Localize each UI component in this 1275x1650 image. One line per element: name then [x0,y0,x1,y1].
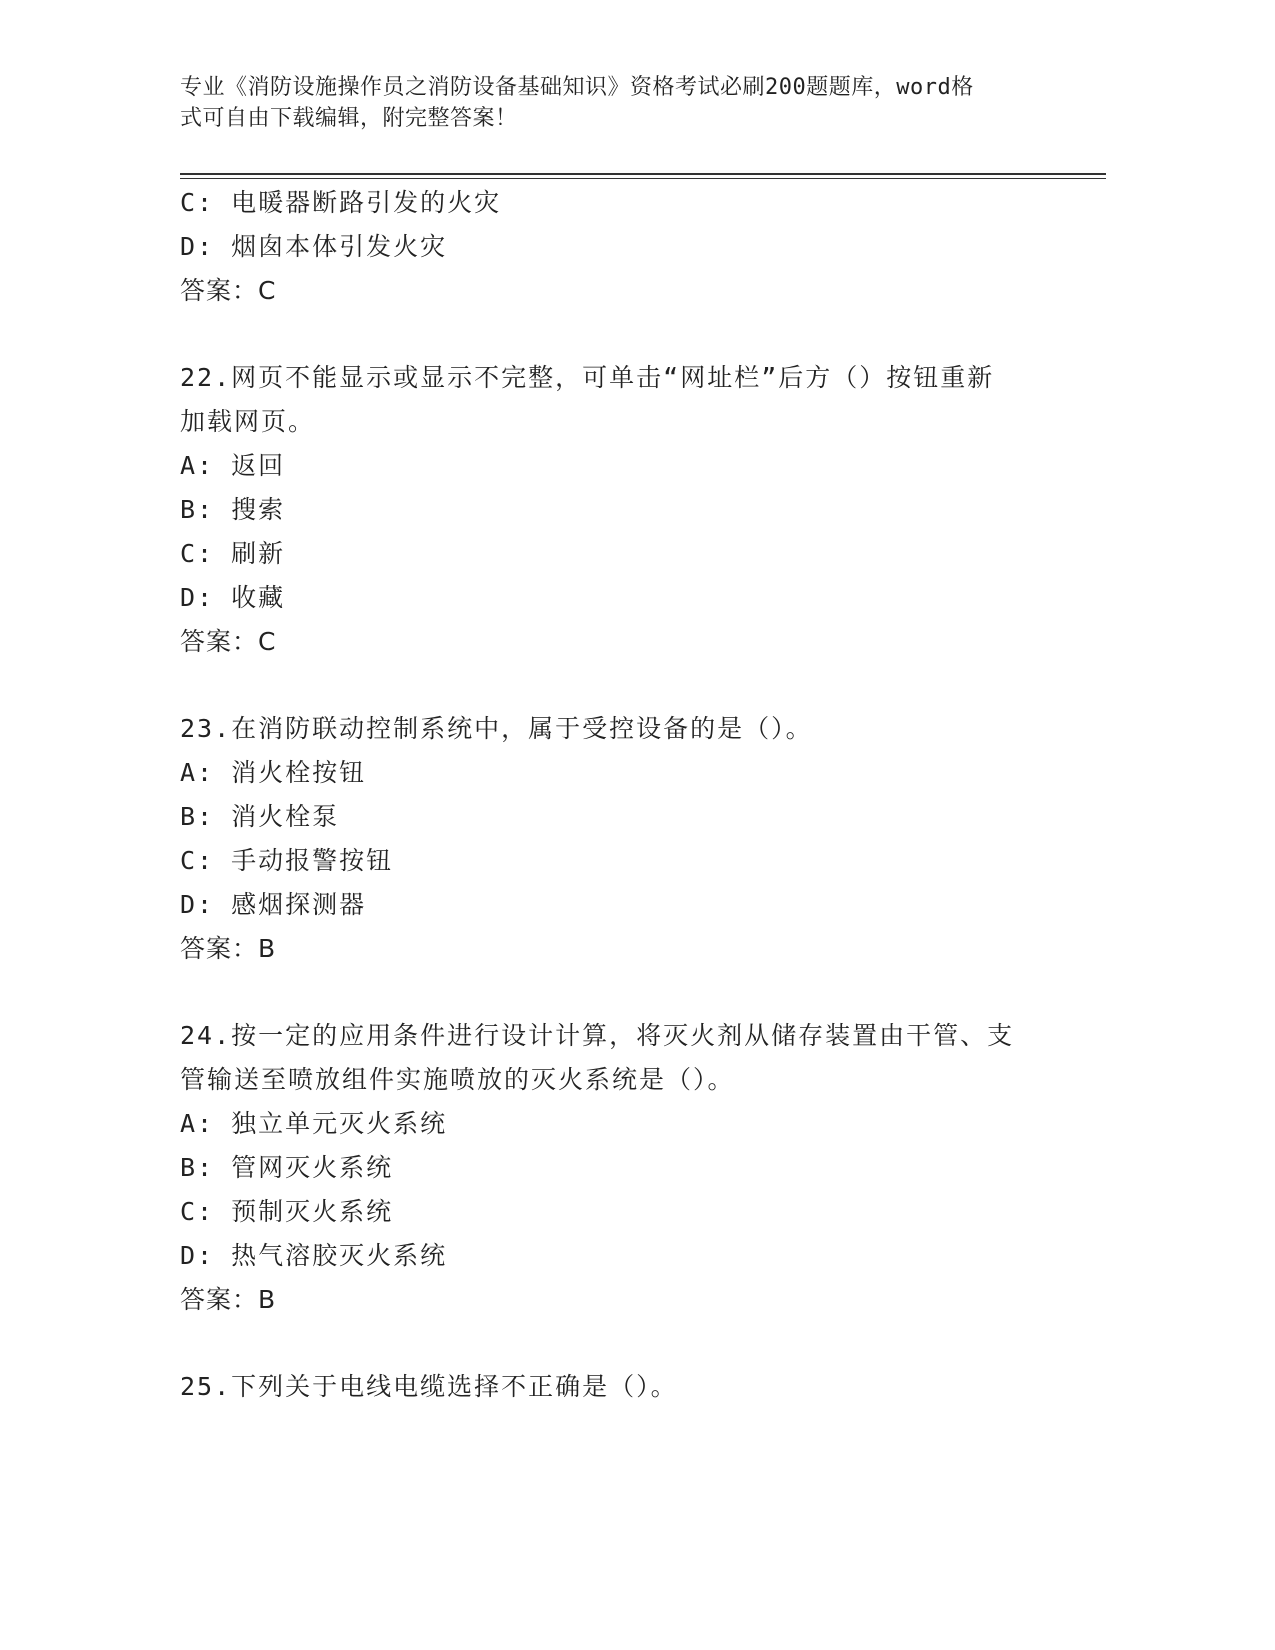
header-line-1: 专业《消防设施操作员之消防设备基础知识》资格考试必刷200题题库，word格 [180,75,974,100]
header-line-2: 式可自由下载编辑，附完整答案！ [180,106,518,131]
question-text: 25.下列关于电线电缆选择不正确是（）。 [180,1372,678,1401]
header-rule-thin [180,178,1106,179]
answer-line: 答案：B [180,934,277,963]
question-text-continued: 加载网页。 [180,407,316,436]
spacer [180,313,1040,356]
question-22 [180,356,1040,664]
option-d: D: 烟囱本体引发火灾 [180,232,448,261]
question-25 [180,1365,1040,1409]
answer-line: 答案：B [180,1285,277,1314]
option-d: D: 热气溶胶灭火系统 [180,1241,448,1270]
option-b: B: 消火栓泵 [180,802,340,831]
option-d: D: 感烟探测器 [180,890,367,919]
option-b: B: 搜索 [180,495,286,524]
option-b: B: 管网灭火系统 [180,1153,394,1182]
header-rule-thick [180,173,1106,175]
question-text: 22.网页不能显示或显示不完整，可单击“网址栏”后方（）按钮重新 [180,363,995,392]
spacer [180,1322,1040,1365]
option-c: C: 刷新 [180,539,286,568]
option-a: A: 独立单元灭火系统 [180,1109,448,1138]
question-23 [180,707,1040,971]
option-c: C: 电暖器断路引发的火灾 [180,188,502,217]
spacer [180,664,1040,707]
question-list [180,181,1040,1409]
question-text: 24.按一定的应用条件进行设计计算，将灭火剂从储存装置由干管、支 [180,1021,1015,1050]
option-a: A: 消火栓按钮 [180,758,367,787]
option-c: C: 手动报警按钮 [180,846,394,875]
answer-line: 答案：C [180,627,277,656]
option-a: A: 返回 [180,451,286,480]
question-24 [180,1014,1040,1322]
spacer [180,971,1040,1014]
answer-line: 答案：C [180,276,277,305]
question-text: 23.在消防联动控制系统中，属于受控设备的是（）。 [180,714,813,743]
question-fragment [180,181,1040,313]
question-text-continued: 管输送至喷放组件实施喷放的灭火系统是（）。 [180,1065,735,1094]
document-header [180,72,1040,134]
option-c: C: 预制灭火系统 [180,1197,394,1226]
option-d: D: 收藏 [180,583,286,612]
